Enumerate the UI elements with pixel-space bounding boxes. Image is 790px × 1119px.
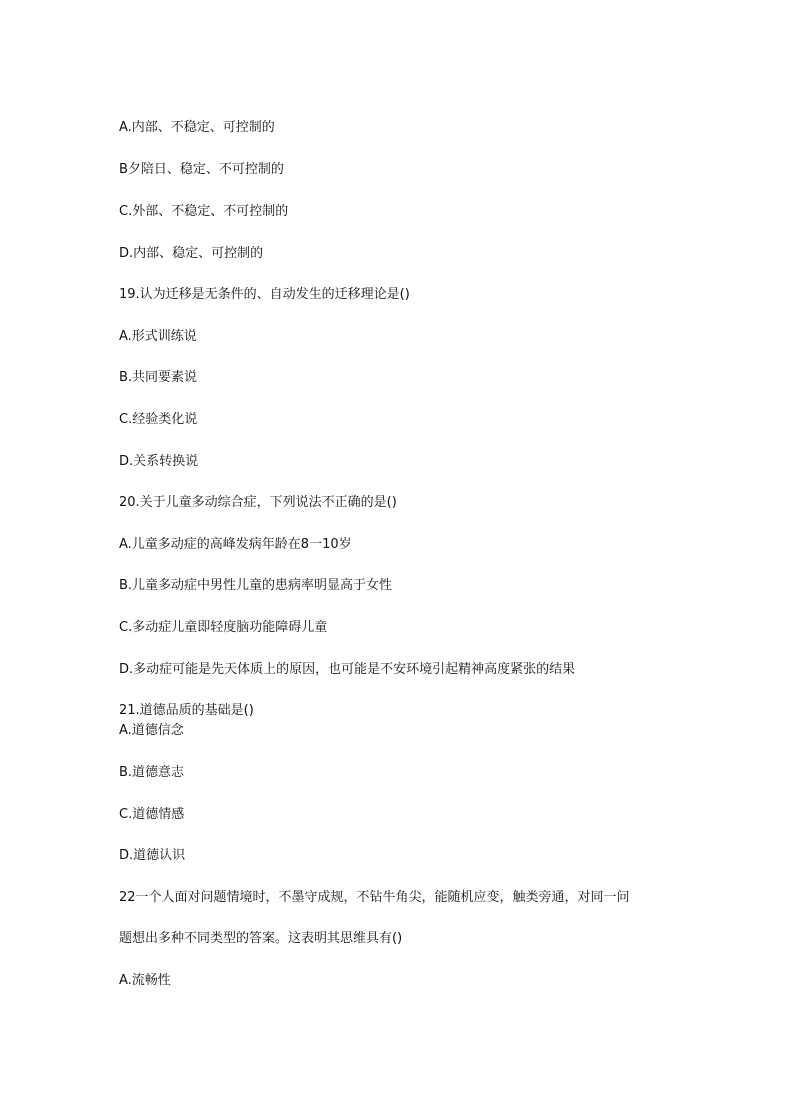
option-a-q20: A.儿童多动症的高峰发病年龄在8一10岁 — [119, 537, 352, 552]
option-c-q21: C.道德情感 — [119, 807, 185, 822]
option-d-q18: D.内部、稳定、可控制的 — [119, 246, 264, 261]
option-d-q21: D.道德认识 — [119, 848, 186, 863]
option-b-q21: B.道德意志 — [119, 765, 185, 780]
option-b-q18: B夕陪日、稳定、不可控制的 — [119, 162, 284, 177]
question-20: 20.关于儿童多动综合症，下列说法不正确的是() — [119, 495, 397, 510]
option-b-q19: B.共同要素说 — [119, 370, 198, 385]
option-a-q22: A.流畅性 — [119, 973, 171, 988]
option-c-q18: C.外部、不稳定、不可控制的 — [119, 204, 289, 219]
question-22-line-2: 题想出多种不同类型的答案。这表明其思维具有() — [119, 931, 403, 946]
option-a-q21: A.道德信念 — [119, 723, 184, 738]
question-19: 19.认为迁移是无条件的、自动发生的迁移理论是() — [119, 287, 410, 302]
question-21: 21.道德品质的基础是() — [119, 703, 254, 718]
option-a-q19: A.形式训练说 — [119, 329, 197, 344]
option-c-q19: C.经验类化说 — [119, 412, 198, 427]
option-a-q18: A.内部、不稳定、可控制的 — [119, 120, 275, 135]
option-d-q20: D.多动症可能是先天体质上的原因，也可能是不安环境引起精神高度紧张的结果 — [119, 662, 576, 677]
option-d-q19: D.关系转换说 — [119, 454, 199, 469]
option-b-q20: B.儿童多动症中男性儿童的患病率明显高于女性 — [119, 578, 393, 593]
option-c-q20: C.多动症儿童即轻度脑功能障碍儿童 — [119, 620, 328, 635]
question-22-line-1: 22一个人面对问题情境时，不墨守成规，不钻牛角尖，能随机应变，触类旁通，对同一问 — [119, 890, 630, 905]
